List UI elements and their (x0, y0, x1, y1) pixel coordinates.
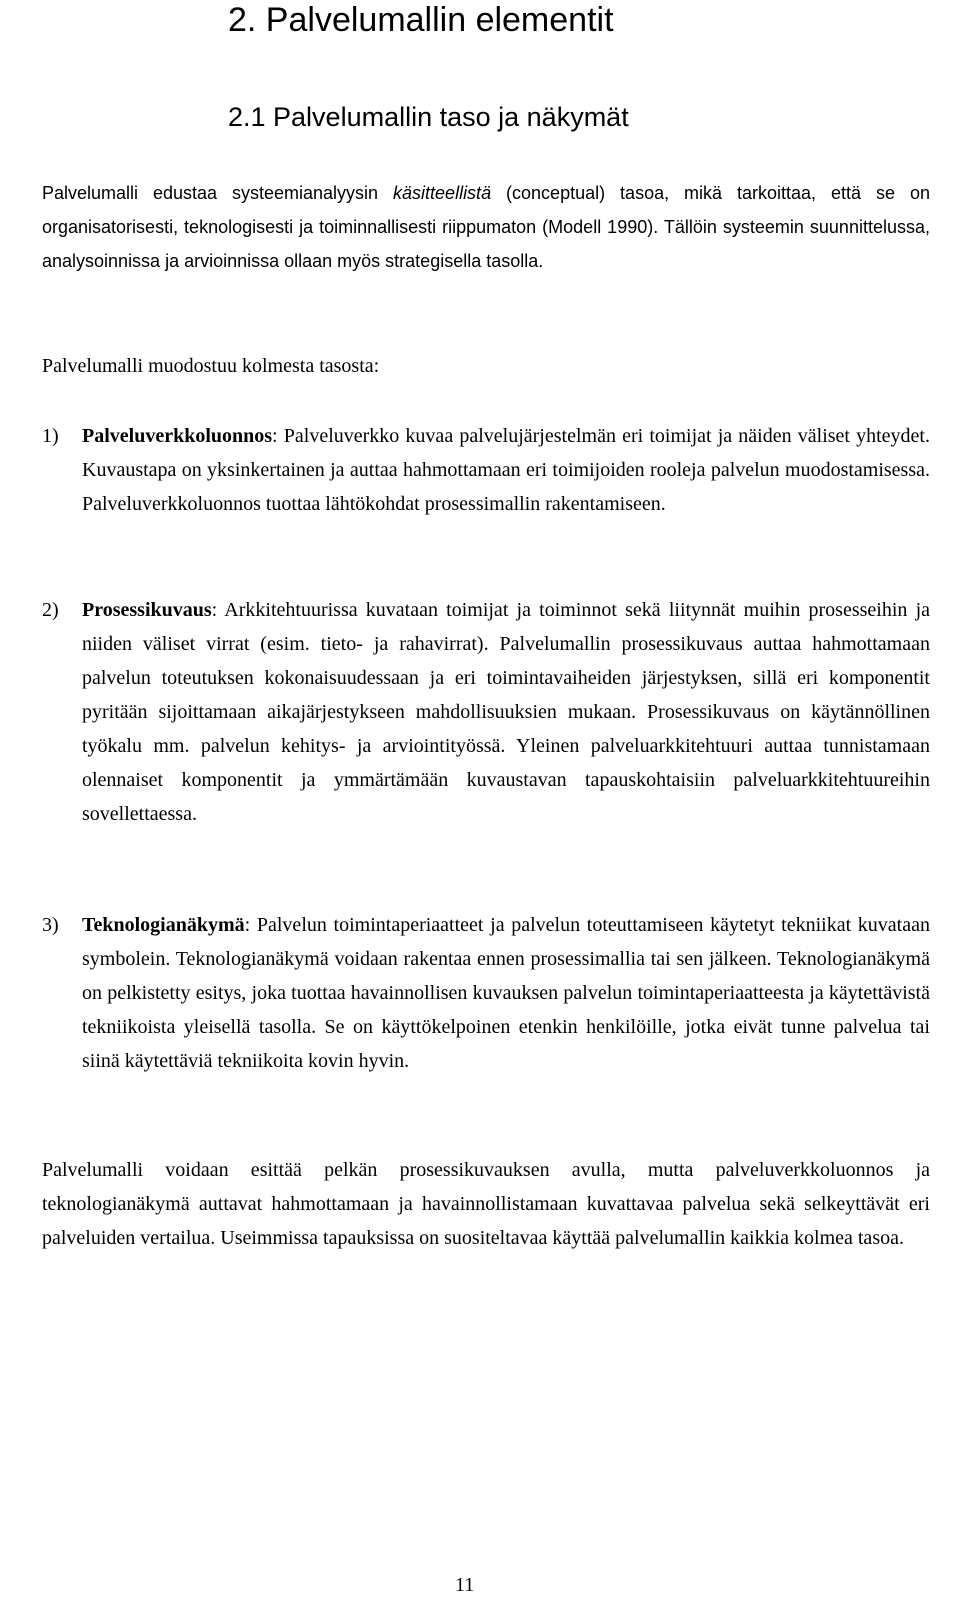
list-item-text: : Palveluverkko kuvaa palvelujärjestelmän eri toimijat ja näiden väliset yhteydet. Kuvaustapa on yksinkertainen ja auttaa hahmottamaan eri toimijoiden rooleja palvelun muodostamisessa. Palveluverkkoluonnos tuottaa lähtökohdat prosessimallin rakentamiseen. (82, 425, 930, 515)
list-item-technology (42, 908, 930, 1078)
closing-paragraph: Palvelumalli voidaan esittää pelkän prosessikuvauksen avulla, mutta palveluverkkoluonnos ja teknologianäkymä auttavat hahmottamaan ja havainnollistamaan kuvattavaa palvelua sekä selkeyttävät eri palveluiden vertailua. Useimmissa tapauksissa on suositeltavaa käyttää palvelumallin kaikkia kolmea tasoa. (42, 1159, 930, 1249)
list-item-number: 2) (42, 599, 59, 621)
intro-text-2: (conceptual) tasoa, mikä tarkoittaa, että se on organisatorisesti, teknologisesti ja toiminnallisesti riippumaton (Modell 1990). Tällöin systeemin suunnittelussa, analysoinnissa ja arvioinnissa ollaan myös strategisella tasolla. (42, 183, 930, 271)
list-item-term: Teknologianäkymä (82, 914, 245, 936)
intro-paragraph (42, 176, 930, 278)
page-number: 11 (455, 1574, 475, 1596)
list-item-text: : Palvelun toimintaperiaatteet ja palvelun toteuttamiseen käytetyt tekniikat kuvataan symbolein. Teknologianäkymä voidaan rakentaa ennen prosessimallia tai sen jälkeen. Teknologianäkymä on pelkistetty esitys, joka tuottaa havainnollisen kuvauksen palvelun toimintaperiaatteesta ja käytettävistä tekniikoista yleisellä tasolla. Se on käyttökelpoinen etenkin henkilöille, jotka eivät tunne palvelua tai siinä käytettäviä tekniikoita kovin hyvin. (82, 914, 930, 1072)
list-item-body (82, 593, 930, 831)
lead-paragraph: Palvelumalli muodostuu kolmesta tasosta: (42, 355, 380, 377)
list-item-number: 3) (42, 914, 59, 936)
list-item-text: : Arkkitehtuurissa kuvataan toimijat ja toiminnot sekä liitynnät muihin prosesseihin ja niiden väliset virrat (esim. tieto- ja rahavirrat). Palvelumallin prosessikuvaus auttaa hahmottamaan palvelun toteutuksen kokonaisuudessaan ja eri toimintavaiheiden järjestyksen, sillä eri komponentit pyritään sijoittamaan aikajärjestykseen mahdollisuuksien mukaan. Prosessikuvaus on käytännöllinen työkalu mm. palvelun kehitys- ja arviointityössä. Yleinen palveluarkkitehtuuri auttaa tunnistamaan olennaiset komponentit ja ymmärtämään kuvaustavan tapauskohtaisiin palveluarkkitehtuureihin sovellettaessa. (82, 599, 930, 825)
list-item-term: Palveluverkkoluonnos (82, 425, 273, 447)
list-item-term: Prosessikuvaus (82, 599, 212, 621)
list-item-network (42, 419, 930, 521)
intro-text-1: Palvelumalli edustaa systeemianalyysin (42, 183, 394, 203)
section-heading: 2. Palvelumallin elementit (228, 1, 614, 39)
list-item-number: 1) (42, 425, 59, 447)
list-item-process (42, 593, 930, 831)
list-item-body (82, 908, 930, 1078)
intro-italic-term: käsitteellistä (393, 183, 492, 203)
list-item-body (82, 419, 930, 521)
subsection-heading: 2.1 Palvelumallin taso ja näkymät (228, 102, 629, 132)
